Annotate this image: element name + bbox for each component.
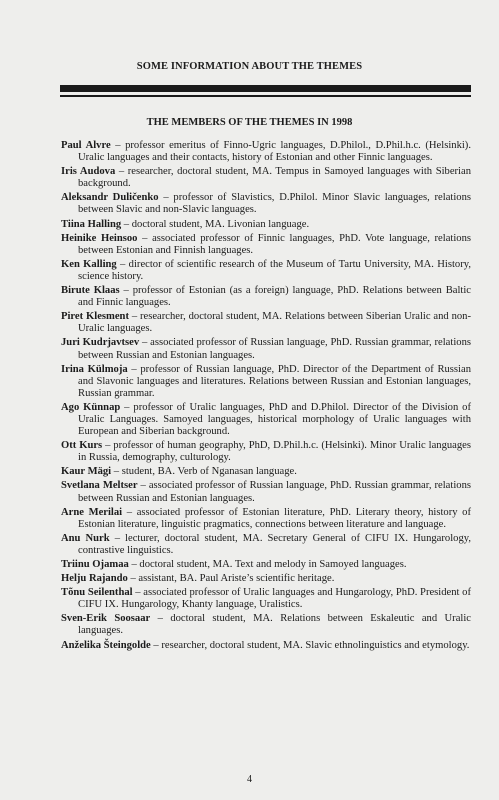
member-entry bbox=[61, 559, 471, 571]
thick-rule bbox=[60, 85, 471, 92]
thin-rule bbox=[60, 95, 471, 97]
member-name: Triinu Ojamaa bbox=[61, 559, 129, 570]
member-entry bbox=[61, 533, 471, 557]
member-description: – director of scientific research of the Museum of Tartu University, MA. History, science history. bbox=[78, 258, 471, 282]
member-entry bbox=[61, 364, 471, 400]
member-description: – associated professor of Estonian literature, PhD. Literary theory, history of Estonian literature, linguistic pragmatics, connections between literature and language. bbox=[78, 506, 472, 530]
member-description: – associated professor of Finnic languages, PhD. Vote language, relations between Estonian and Finnish languages. bbox=[78, 232, 471, 256]
member-entry bbox=[61, 640, 471, 652]
member-description: – professor of Slavistics, D.Philol. Minor Slavic languages, relations between Slavic and non-Slavic languages. bbox=[78, 192, 471, 216]
member-name: Iris Audova bbox=[61, 166, 116, 178]
member-name: Kaur Mägi bbox=[61, 466, 112, 478]
member-description: – professor of Russian language, PhD. Director of the Department of Russian and Slavonic languages and literatures. Relations between Russian and Estonian languages, Russian grammar. bbox=[78, 363, 471, 399]
member-description: – lecturer, doctoral student, MA. Secretary General of CIFU IX. Hungarology, contrastive linguistics. bbox=[78, 532, 471, 556]
member-description: – associated professor of Russian language, PhD. Russian grammar, relations between Russian and Estonian languages. bbox=[78, 480, 471, 504]
member-entry bbox=[61, 440, 471, 464]
member-description: – associated professor of Uralic languages and Hungarology, PhD. President of CIFU IX. Hungarology, Khanty language, Uralistics. bbox=[78, 587, 471, 611]
member-entry bbox=[61, 507, 471, 531]
member-entry bbox=[61, 140, 471, 164]
member-name: Tõnu Seilenthal bbox=[61, 587, 133, 599]
member-description: – professor of human geography, PhD, D.Phil.h.c. (Helsinki). Minor Uralic languages in Russia, demography, culturology. bbox=[78, 440, 471, 464]
member-name: Heinike Heinsoo bbox=[61, 232, 138, 244]
member-description: – doctoral student, MA. Text and melody in Samoyed languages. bbox=[128, 559, 407, 570]
members-heading: THE MEMBERS OF THE THEMES IN 1998 bbox=[146, 117, 353, 128]
member-description: – doctoral student, MA. Relations between Eskaleutic and Uralic languages. bbox=[78, 613, 471, 637]
member-description: – doctoral student, MA. Livonian language. bbox=[121, 218, 310, 230]
member-entry bbox=[61, 613, 471, 637]
member-description: – researcher, doctoral student, MA. Tempus in Samoyed languages with Siberian background. bbox=[78, 166, 471, 190]
member-description: – professor of Estonian (as a foreign) language, PhD. Relations between Baltic and Finnic languages. bbox=[78, 285, 471, 309]
member-name: Arne Merilai bbox=[61, 506, 123, 518]
member-name: Ken Kalling bbox=[61, 258, 117, 270]
member-entry bbox=[61, 573, 471, 585]
member-name: Aleksandr Duličenko bbox=[61, 192, 159, 204]
member-entry bbox=[61, 166, 471, 190]
member-name: Ago Künnap bbox=[61, 401, 121, 413]
member-name: Anu Nurk bbox=[61, 532, 110, 544]
member-name: Juri Kudrjavtsev bbox=[61, 337, 140, 349]
member-entry bbox=[61, 587, 471, 611]
members-list bbox=[61, 140, 471, 654]
member-name: Paul Alvre bbox=[61, 140, 111, 151]
member-entry bbox=[61, 192, 471, 216]
member-entry bbox=[61, 233, 471, 257]
member-name: Piret Klesment bbox=[61, 311, 129, 323]
member-name: Helju Rajando bbox=[61, 573, 128, 585]
member-name: Tiina Halling bbox=[61, 218, 122, 230]
member-description: – researcher, doctoral student, MA. Relations between Siberian Uralic and non-Uralic languages. bbox=[78, 311, 471, 335]
member-name: Sven-Erik Soosaar bbox=[61, 613, 151, 625]
section-title: SOME INFORMATION ABOUT THE THEMES bbox=[136, 61, 363, 72]
member-name: Svetlana Meltser bbox=[61, 480, 138, 492]
member-name: Irina Külmoja bbox=[61, 363, 128, 375]
member-name: Anželika Šteingolde bbox=[61, 639, 151, 651]
member-name: Ott Kurs bbox=[61, 440, 103, 452]
member-entry bbox=[61, 402, 471, 438]
page-number: 4 bbox=[247, 774, 252, 785]
member-description: – associated professor of Russian language, PhD. Russian grammar, relations between Russian and Estonian languages. bbox=[78, 337, 471, 361]
member-entry bbox=[61, 311, 471, 335]
member-description: – professor of Uralic languages, PhD and D.Philol. Director of the Division of Uralic Languages. Samoyed languages, historical morphology of Uralic languages with European and Siberian background. bbox=[78, 401, 471, 438]
member-description: – assistant, BA. Paul Ariste’s scientific heritage. bbox=[127, 573, 335, 585]
member-description: – professor emeritus of Finno-Ugric languages, D.Philol., D.Phil.h.c. (Helsinki). Uralic languages and their contacts, history of Estonian and other Finnic languages. bbox=[78, 140, 471, 164]
member-entry bbox=[61, 219, 471, 231]
member-entry bbox=[61, 285, 471, 309]
member-entry bbox=[61, 480, 471, 504]
member-description: – researcher, doctoral student, MA. Slavic ethnolinguistics and etymology. bbox=[150, 639, 470, 651]
member-entry bbox=[61, 337, 471, 361]
member-entry bbox=[61, 259, 471, 283]
member-name: Birute Klaas bbox=[61, 285, 120, 297]
member-description: – student, BA. Verb of Nganasan language. bbox=[111, 466, 297, 478]
member-entry bbox=[61, 466, 471, 478]
